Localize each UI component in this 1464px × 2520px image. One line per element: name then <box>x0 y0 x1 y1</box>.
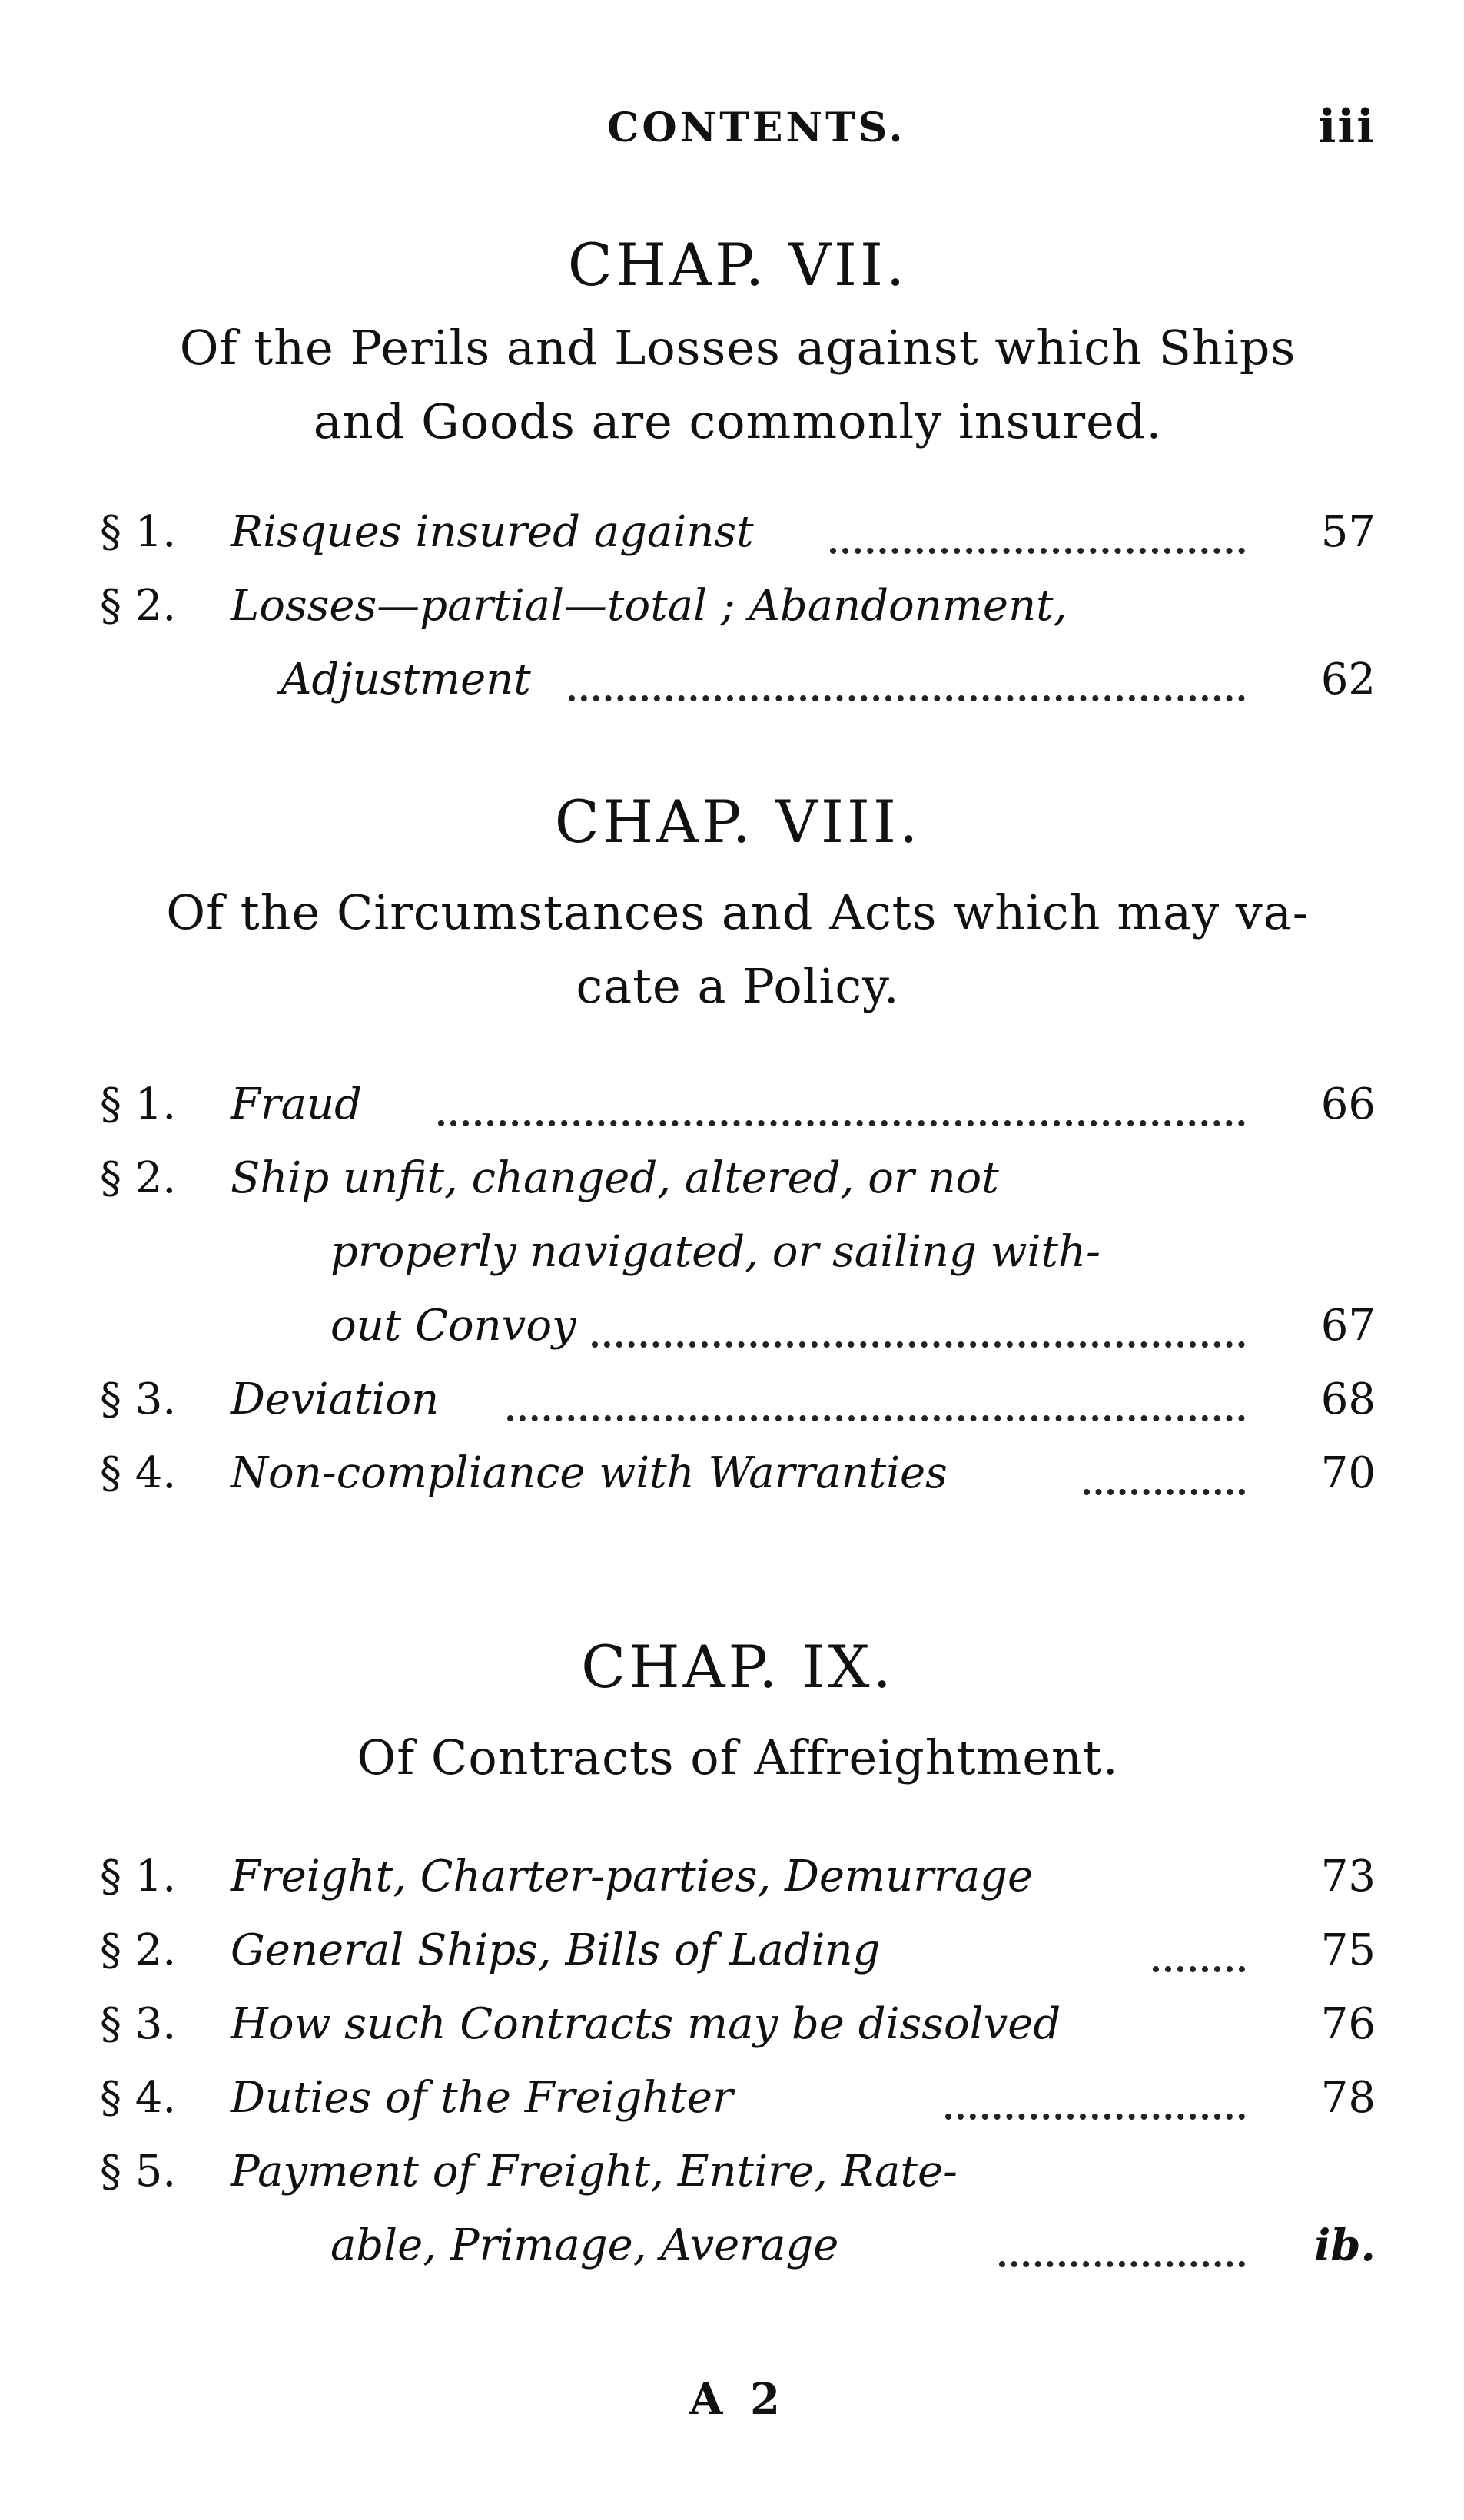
page-number: ib. <box>1314 2220 1376 2271</box>
contents-entry <box>100 496 1376 569</box>
contents-entry <box>100 1988 1376 2061</box>
chapter-heading: CHAP. VIII. <box>554 788 921 856</box>
chapter-heading: CHAP. IX. <box>581 1633 895 1701</box>
contents-list <box>100 496 1376 717</box>
entry-title-continued: able, Primage, Average <box>330 2220 839 2270</box>
page-number: 75 <box>1320 1925 1376 1975</box>
entry-title: Freight, Charter-parties, Demurrage <box>231 1852 1034 1902</box>
contents-entry <box>100 1437 1376 1510</box>
contents-entry <box>100 2135 1376 2283</box>
entry-title-continued: Adjustment <box>281 655 531 705</box>
entry-title-continued: properly navigated, or sailing with- <box>330 1227 1100 1277</box>
entry-title: Deviation <box>231 1374 440 1424</box>
chapter-heading: CHAP. VII. <box>567 230 908 299</box>
dot-leader <box>1153 1958 1245 1972</box>
section-mark: § 4. <box>100 2073 177 2123</box>
section-mark: § 2. <box>100 1153 177 1203</box>
section-mark: § 1. <box>100 1079 177 1129</box>
chapter-subtitle <box>100 1721 1376 1795</box>
page-number: 78 <box>1320 2073 1376 2123</box>
dot-leader <box>830 540 1245 554</box>
dot-leader <box>507 1408 1245 1421</box>
section-mark: § 5. <box>100 2147 177 2197</box>
section-mark: § 2. <box>100 581 177 631</box>
chapter-subtitle <box>100 876 1376 1023</box>
dot-leader <box>592 1334 1245 1348</box>
dot-leader <box>569 688 1245 701</box>
section-mark: § 1. <box>100 1852 177 1902</box>
chapter-subtitle-line: cate a Policy. <box>576 958 900 1014</box>
contents-entry <box>100 2061 1376 2135</box>
page-number: 76 <box>1320 1999 1376 2049</box>
page-folio: iii <box>1318 100 1376 154</box>
section-mark: § 1. <box>100 507 177 557</box>
entry-title: Duties of the Freighter <box>231 2073 733 2123</box>
chapter-subtitle-line: and Goods are commonly insured. <box>313 393 1163 449</box>
chapter-subtitle-line: Of the Circumstances and Acts which may va- <box>166 884 1310 940</box>
section-mark: § 2. <box>100 1925 177 1975</box>
contents-entry <box>100 1068 1376 1142</box>
chapter-subtitle-line: Of the Perils and Losses against which Ships <box>179 320 1296 376</box>
entry-title: Fraud <box>231 1079 362 1129</box>
section-mark: § 3. <box>100 1999 177 2049</box>
contents-entry <box>100 569 1376 717</box>
entry-title-continued: out Convoy <box>330 1301 576 1351</box>
page-number: 70 <box>1320 1448 1376 1498</box>
page-number: 73 <box>1320 1852 1376 1902</box>
running-head <box>100 100 1376 161</box>
printer-signature-mark: A 2 <box>689 2374 786 2425</box>
contents-list <box>100 1068 1376 1510</box>
entry-title: General Ships, Bills of Lading <box>231 1925 881 1975</box>
entry-title: How such Contracts may be dissolved <box>231 1999 1061 2049</box>
dot-leader <box>438 1112 1245 1126</box>
entry-title: Ship unfit, changed, altered, or not <box>231 1153 999 1203</box>
page-number: 57 <box>1320 507 1376 557</box>
page-number: 66 <box>1320 1079 1376 1129</box>
entry-title: Payment of Freight, Entire, Rate- <box>231 2147 958 2197</box>
book-page <box>100 100 1376 2451</box>
section-mark: § 3. <box>100 1374 177 1424</box>
chapter-subtitle-line: Of Contracts of Affreightment. <box>357 1729 1119 1786</box>
dot-leader <box>999 2253 1245 2267</box>
page-number: 62 <box>1320 655 1376 705</box>
contents-list <box>100 1840 1376 2283</box>
page-number: 68 <box>1320 1374 1376 1424</box>
entry-title: Non-compliance with Warranties <box>231 1448 948 1498</box>
section-mark: § 4. <box>100 1448 177 1498</box>
contents-entry <box>100 1914 1376 1988</box>
running-title: CONTENTS. <box>607 104 906 151</box>
contents-entry <box>100 1840 1376 1914</box>
contents-entry <box>100 1142 1376 1363</box>
page-number: 67 <box>1320 1301 1376 1351</box>
entry-title: Losses—partial—total ; Abandonment, <box>231 581 1067 631</box>
dot-leader <box>945 2106 1245 2120</box>
chapter-subtitle <box>100 311 1376 459</box>
contents-entry <box>100 1363 1376 1437</box>
entry-title: Risques insured against <box>231 507 754 557</box>
dot-leader <box>1084 1481 1245 1495</box>
